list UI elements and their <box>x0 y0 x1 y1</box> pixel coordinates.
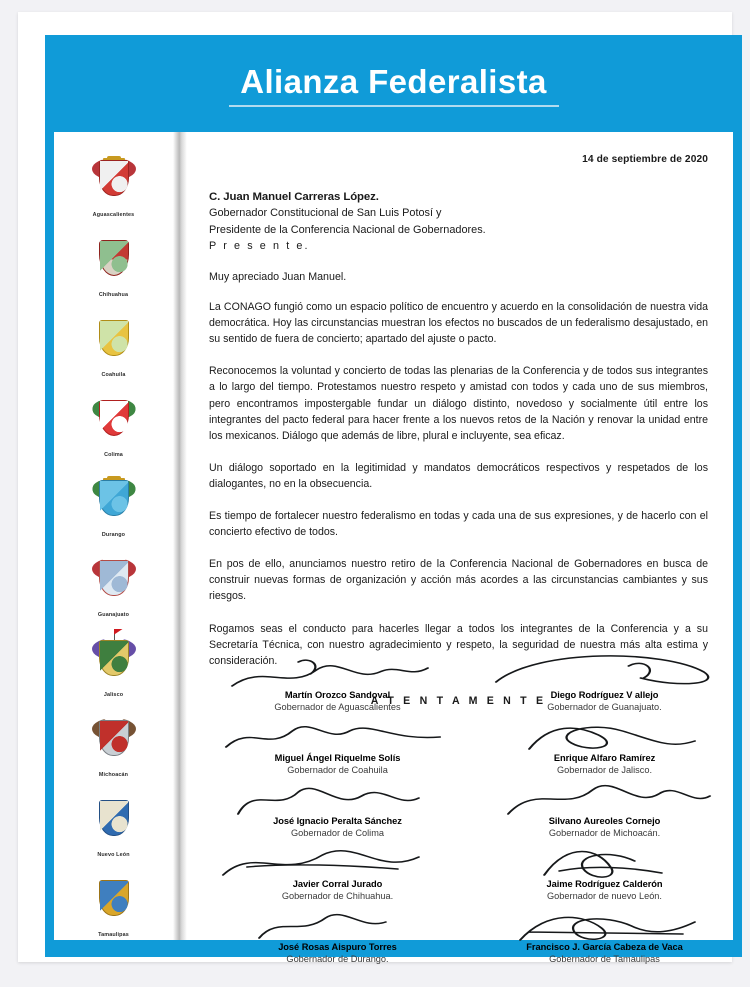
crest-charge <box>100 561 128 595</box>
emblem-caption: Coahuila <box>101 372 126 378</box>
signature-column-right <box>458 662 725 977</box>
emblem-item <box>54 396 173 470</box>
crest-charge <box>100 881 128 915</box>
signature-block <box>484 788 725 851</box>
signature-block <box>484 851 725 914</box>
letter-paragraph: Un diálogo soportado en la legitimidad y mandatos democráticos respectivos y respetados de los dialogantes, no en la obsecuencia. <box>209 461 708 490</box>
crest-charge <box>100 241 128 275</box>
organization-title: Alianza Federalista <box>240 62 547 100</box>
signatory-role: Gobernador de Guanajuato. <box>547 702 662 712</box>
crest-shield <box>99 560 129 596</box>
signatory-name: José Rosas Aispuro Torres <box>278 942 397 952</box>
blue-border-frame <box>45 35 742 964</box>
emblem-caption: Guanajuato <box>97 612 130 618</box>
signatory-name: Jaime Rodríguez Calderón <box>546 879 663 889</box>
signatory-name: Diego Rodríguez V allejo <box>550 690 659 700</box>
letterhead-banner <box>45 35 742 132</box>
addressee-name: C. Juan Manuel Carreras López. <box>209 191 379 203</box>
coat-of-arms-colima <box>91 396 137 450</box>
crest-shield <box>99 320 129 356</box>
coat-of-arms-coahuila <box>91 316 137 370</box>
emblem-caption: Aguascalientes <box>92 212 135 218</box>
emblem-item <box>54 476 173 550</box>
coat-of-arms-chihuahua <box>91 236 137 290</box>
letter-date: 14 de septiembre de 2020 <box>582 154 708 165</box>
signatory-role: Gobernador de Colima <box>291 828 384 838</box>
title-underline-rule <box>229 105 559 107</box>
addressee-title-line-1: Gobernador Constitucional de San Luis Potosí y <box>209 207 442 219</box>
emblem-caption: Tamaulipas <box>98 932 129 938</box>
signatory-name: Francisco J. García Cabeza de Vaca <box>526 942 683 952</box>
signatory-role: Gobernador de Durango. <box>286 954 389 964</box>
crest-shield <box>99 240 129 276</box>
signature-block <box>484 725 725 788</box>
brand-lockup <box>229 61 559 107</box>
salutation: Muy apreciado Juan Manuel. <box>209 271 347 284</box>
emblem-caption: Colima <box>104 452 123 458</box>
coat-of-arms-michoacan <box>91 716 137 770</box>
letter-paragraph: En pos de ello, anunciamos nuestro retiro de la Conferencia Nacional de Gobernadores en busca de construir nuevas formas de organización y acción más acordes a las circunstancias cambiantes y sus riesgos. <box>209 558 708 603</box>
emblem-caption: Nuevo León <box>97 852 130 858</box>
coat-of-arms-jalisco <box>91 636 137 690</box>
crest-charge <box>100 401 128 435</box>
signatory-name: Silvano Aureoles Cornejo <box>548 816 661 826</box>
signature-block <box>217 662 458 725</box>
letter-paragraphs <box>209 299 708 669</box>
emblem-item <box>54 156 173 230</box>
signature-block <box>217 914 458 977</box>
emblem-item <box>54 636 173 710</box>
crest-charge <box>100 161 128 195</box>
crest-charge <box>100 721 128 755</box>
emblem-caption: Jalisco <box>103 692 124 698</box>
signature-block <box>217 788 458 851</box>
signatory-role: Gobernador de Jalisco. <box>557 765 652 775</box>
signatory-name: Miguel Ángel Riquelme Solís <box>274 753 401 763</box>
letter-paragraph: Rogamos seas el conducto para hacerles llegar a todos los integrantes de la Conferencia y a su Secretaría Técnica, con nuestro agradecimiento y respeto, la seguridad de nuestra más alta estima y consideración. <box>209 622 708 667</box>
crest-shield <box>99 720 129 756</box>
page-fold-shadow <box>173 132 187 940</box>
signatory-name: José Ignacio Peralta Sánchez <box>273 816 402 826</box>
crest-shield <box>99 800 129 836</box>
emblem-caption: Chihuahua <box>98 292 129 298</box>
signatory-name: Enrique Alfaro Ramírez <box>553 753 656 763</box>
signature-block <box>217 725 458 788</box>
letter-paragraph: La CONAGO fungió como un espacio político de encuentro y acuerdo en la consolidación de nuestra vida democrática. Hoy las circunstancias muestran los efectos no buscados de un federalismo desajustado, en su sentido de fuera de concierto; apartado del ajuste o pacto. <box>209 301 708 346</box>
crest-charge <box>100 481 128 515</box>
crest-shield <box>99 880 129 916</box>
signatory-role: Gobernador de Aguascalientes <box>274 702 401 712</box>
closing-salutation: A T E N T A M E N T E <box>370 694 547 707</box>
signature-grid <box>187 662 725 977</box>
coat-of-arms-guanajuato <box>91 556 137 610</box>
letter-content-panel <box>54 132 733 964</box>
emblem-item <box>54 796 173 870</box>
presente-line: P r e s e n t e. <box>209 240 310 253</box>
signatory-role: Gobernador de Michoacán. <box>548 828 661 838</box>
emblem-caption: Michoacán <box>98 772 129 778</box>
signature-block <box>484 662 725 725</box>
crest-charge <box>100 321 128 355</box>
emblem-item <box>54 716 173 790</box>
emblem-item <box>54 316 173 390</box>
crest-shield <box>99 480 129 516</box>
signatory-role: Gobernador de nuevo León. <box>547 891 662 901</box>
coat-of-arms-tamaulipas <box>91 876 137 930</box>
signature-column-left <box>187 662 458 977</box>
crest-shield <box>99 640 129 676</box>
coat-of-arms-nuevo-leon <box>91 796 137 850</box>
crest-charge <box>100 641 128 675</box>
emblem-item <box>54 556 173 630</box>
document-page <box>18 12 732 962</box>
coat-of-arms-aguascalientes <box>91 156 137 210</box>
crest-shield <box>99 160 129 196</box>
emblem-item <box>54 236 173 310</box>
crest-charge <box>100 801 128 835</box>
addressee-title-line-2: Presidente de la Conferencia Nacional de Gobernadores. <box>209 224 486 237</box>
coat-of-arms-durango <box>91 476 137 530</box>
signatory-role: Gobernador de Tamaulipas <box>549 954 660 964</box>
signatory-role: Gobernador de Coahuila <box>287 765 388 775</box>
crest-shield <box>99 400 129 436</box>
signature-block <box>484 914 725 977</box>
letter-paragraph: Reconocemos la voluntad y concierto de todas las plenarias de la Conferencia y de todos sus integrantes a lo largo del tiempo. Protestamos nuestro respeto y amistad con todos y cada uno de sus miembros, pero encontramos impostergable fundar un diálogo distinto, novedoso y socialmente útil entre los integrantes del pacto federal para hacer frente a los nuevos retos de la Nación y renovar la unidad entre los mexicanos. Diálogo que además de libre, plural e incluyente, sea eficaz. <box>209 365 708 442</box>
emblem-item <box>54 876 173 950</box>
signatory-name: Javier Corral Jurado <box>292 879 383 889</box>
signatory-role: Gobernador de Chihuahua. <box>281 891 394 901</box>
signature-block <box>217 851 458 914</box>
state-emblem-strip <box>54 132 173 940</box>
letter-paragraph: Es tiempo de fortalecer nuestro federalismo en todas y cada una de sus expresiones, y de hacerlo con el concierto efectivo de todos. <box>209 510 708 539</box>
signatory-name: Martín Orozco Sandoval <box>284 690 391 700</box>
emblem-caption: Durango <box>101 532 126 538</box>
